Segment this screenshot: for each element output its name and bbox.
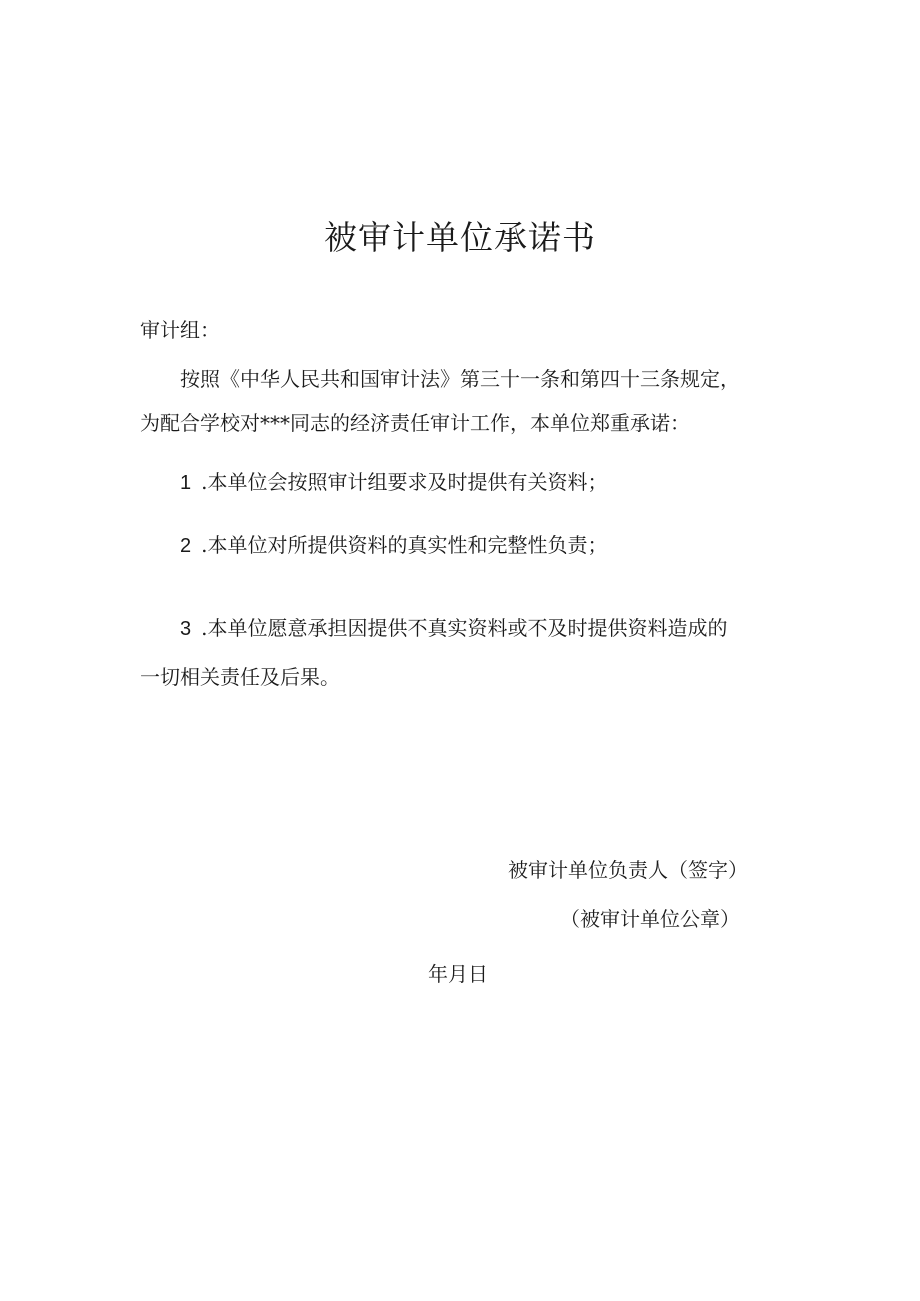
document-title: 被审计单位承诺书	[324, 218, 596, 257]
signature-seal: （被审计单位公章）	[560, 907, 740, 931]
item-number: 1	[180, 472, 192, 494]
intro-paragraph-line-2: 为配合学校对***同志的经济责任审计工作，本单位郑重承诺：	[140, 411, 690, 435]
intro-paragraph-line-1: 按照《中华人民共和国审计法》第三十一条和第四十三条规定，	[180, 367, 740, 391]
item-number: 2	[180, 535, 192, 557]
salutation: 审计组：	[140, 318, 220, 342]
commitment-item-3	[180, 614, 727, 643]
date-line: 年月日	[428, 962, 488, 986]
item-number: 3	[180, 618, 192, 640]
commitment-item-2	[180, 531, 607, 560]
item-text: .本单位愿意承担因提供不真实资料或不及时提供资料造成的	[201, 616, 728, 640]
signature-head: 被审计单位负责人（签字）	[508, 858, 748, 882]
commitment-item-1	[180, 468, 607, 497]
item-text: .本单位会按照审计组要求及时提供有关资料；	[201, 470, 608, 494]
item-text: .本单位对所提供资料的真实性和完整性负责；	[201, 533, 608, 557]
commitment-item-3-continuation: 一切相关责任及后果。	[140, 665, 340, 689]
